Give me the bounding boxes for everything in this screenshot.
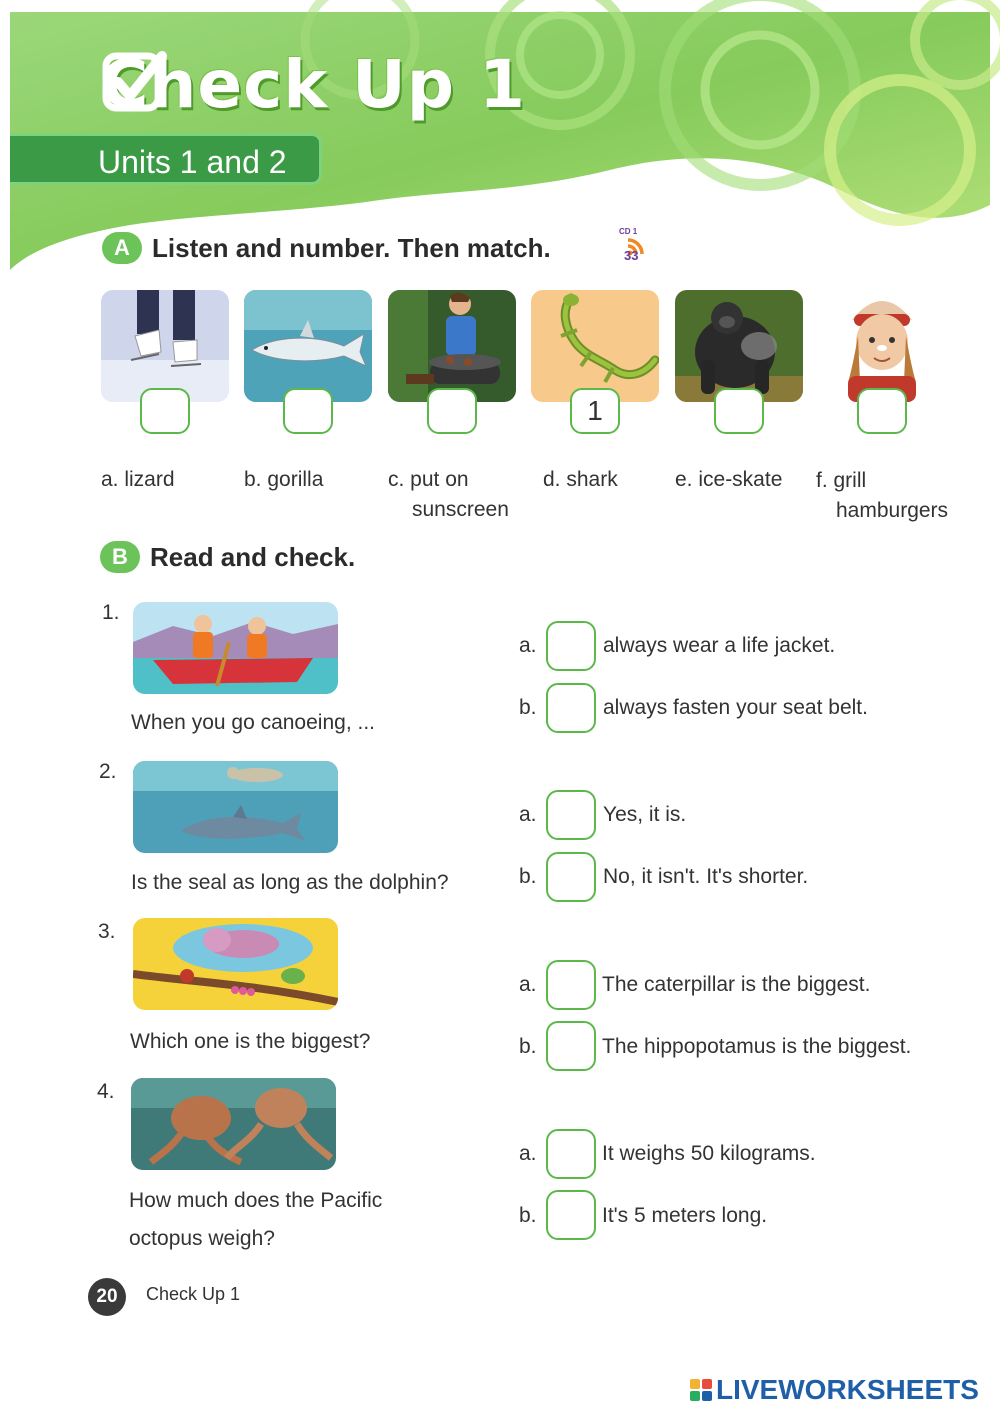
cd-track-number: 33 bbox=[624, 248, 639, 263]
answer-checkbox[interactable] bbox=[546, 852, 596, 902]
option-text: a. lizard bbox=[101, 468, 175, 491]
picture-shark bbox=[244, 290, 372, 402]
answer-checkbox[interactable] bbox=[546, 1021, 596, 1071]
picture-girl-sunscreen bbox=[818, 290, 946, 402]
answer-text: The hippopotamus is the biggest. bbox=[602, 1035, 912, 1058]
answer-letter: b. bbox=[519, 1035, 537, 1058]
section-a-header bbox=[102, 232, 551, 264]
number-box[interactable] bbox=[140, 388, 190, 434]
answer-letter: b. bbox=[519, 1204, 537, 1227]
section-a-badge: A bbox=[102, 232, 142, 264]
option-label bbox=[388, 465, 509, 525]
question-text bbox=[129, 1182, 382, 1258]
answer-text: always fasten your seat belt. bbox=[603, 696, 868, 719]
option-text-continued: hamburgers bbox=[836, 499, 949, 522]
question-number: 4. bbox=[97, 1080, 115, 1103]
picture-lizard bbox=[531, 290, 659, 402]
answer-checkbox[interactable] bbox=[546, 1190, 596, 1240]
number-box[interactable] bbox=[283, 388, 333, 434]
page-number-badge: 20 bbox=[88, 1278, 126, 1316]
option-label bbox=[675, 465, 782, 495]
section-a-title: Listen and number. Then match. bbox=[152, 232, 551, 263]
question-number: 1. bbox=[102, 601, 120, 624]
answer-checkbox[interactable] bbox=[546, 683, 596, 733]
section-b-header bbox=[100, 541, 355, 573]
option-label bbox=[101, 465, 175, 495]
answer-checkbox[interactable] bbox=[546, 1129, 596, 1179]
option-text-continued: sunscreen bbox=[412, 498, 509, 521]
question-line: How much does the Pacific bbox=[129, 1189, 383, 1212]
picture-octopus bbox=[131, 1078, 336, 1170]
question-text bbox=[130, 1023, 370, 1061]
number-box[interactable] bbox=[857, 388, 907, 434]
answer-text: The caterpillar is the biggest. bbox=[602, 973, 871, 996]
option-text: b. gorilla bbox=[244, 468, 324, 491]
option-text: d. shark bbox=[543, 468, 618, 491]
answer-letter: a. bbox=[519, 634, 537, 657]
question-text bbox=[131, 704, 375, 742]
title-text: Check Up 1 bbox=[100, 46, 526, 123]
option-label bbox=[816, 466, 948, 526]
option-label bbox=[244, 465, 323, 495]
units-label: Units 1 and 2 bbox=[98, 144, 287, 180]
answer-text: It's 5 meters long. bbox=[602, 1204, 768, 1227]
picture-ice-skating bbox=[101, 290, 229, 402]
answer-text: No, it isn't. It's shorter. bbox=[603, 865, 809, 888]
question-number: 2. bbox=[99, 760, 117, 783]
option-text: f. grill bbox=[816, 469, 867, 492]
answer-checkbox[interactable] bbox=[546, 790, 596, 840]
answer-letter: a. bbox=[519, 803, 537, 826]
question-text bbox=[131, 864, 449, 902]
footer-label: Check Up 1 bbox=[146, 1284, 241, 1304]
liveworksheets-logo bbox=[690, 1374, 979, 1406]
picture-hippo-caterpillar bbox=[133, 918, 338, 1010]
picture-seal-dolphin bbox=[133, 761, 338, 853]
checkbox-check-icon bbox=[100, 46, 170, 116]
answer-text: It weighs 50 kilograms. bbox=[602, 1142, 816, 1165]
section-b-badge: B bbox=[100, 541, 140, 573]
question-line: octopus weigh? bbox=[129, 1227, 275, 1250]
option-text: e. ice-skate bbox=[675, 468, 783, 491]
number-box[interactable] bbox=[427, 388, 477, 434]
option-text: c. put on bbox=[388, 468, 469, 491]
liveworksheets-mark-icon bbox=[690, 1379, 712, 1401]
option-label bbox=[543, 465, 618, 495]
picture-boy-grilling bbox=[388, 290, 516, 402]
page-title bbox=[100, 46, 526, 123]
picture-gorilla bbox=[675, 290, 803, 402]
answer-letter: b. bbox=[519, 696, 537, 719]
answer-letter: b. bbox=[519, 865, 537, 888]
watermark-text: LIVEWORKSHEETS bbox=[716, 1374, 979, 1405]
answer-checkbox[interactable] bbox=[546, 960, 596, 1010]
units-banner bbox=[10, 133, 322, 185]
question-number: 3. bbox=[98, 920, 116, 943]
number-box[interactable]: 1 bbox=[570, 388, 620, 434]
question-line: Which one is the biggest? bbox=[130, 1030, 371, 1053]
section-b-title: Read and check. bbox=[150, 541, 356, 572]
question-line: Is the seal as long as the dolphin? bbox=[131, 871, 449, 894]
answer-checkbox[interactable] bbox=[546, 621, 596, 671]
picture-canoeing bbox=[133, 602, 338, 694]
answer-text: always wear a life jacket. bbox=[603, 634, 836, 657]
answer-text: Yes, it is. bbox=[603, 803, 687, 826]
number-box[interactable] bbox=[714, 388, 764, 434]
cd-label: CD 1 bbox=[619, 227, 638, 236]
answer-letter: a. bbox=[519, 973, 537, 996]
answer-letter: a. bbox=[519, 1142, 537, 1165]
question-line: When you go canoeing, ... bbox=[131, 711, 375, 734]
